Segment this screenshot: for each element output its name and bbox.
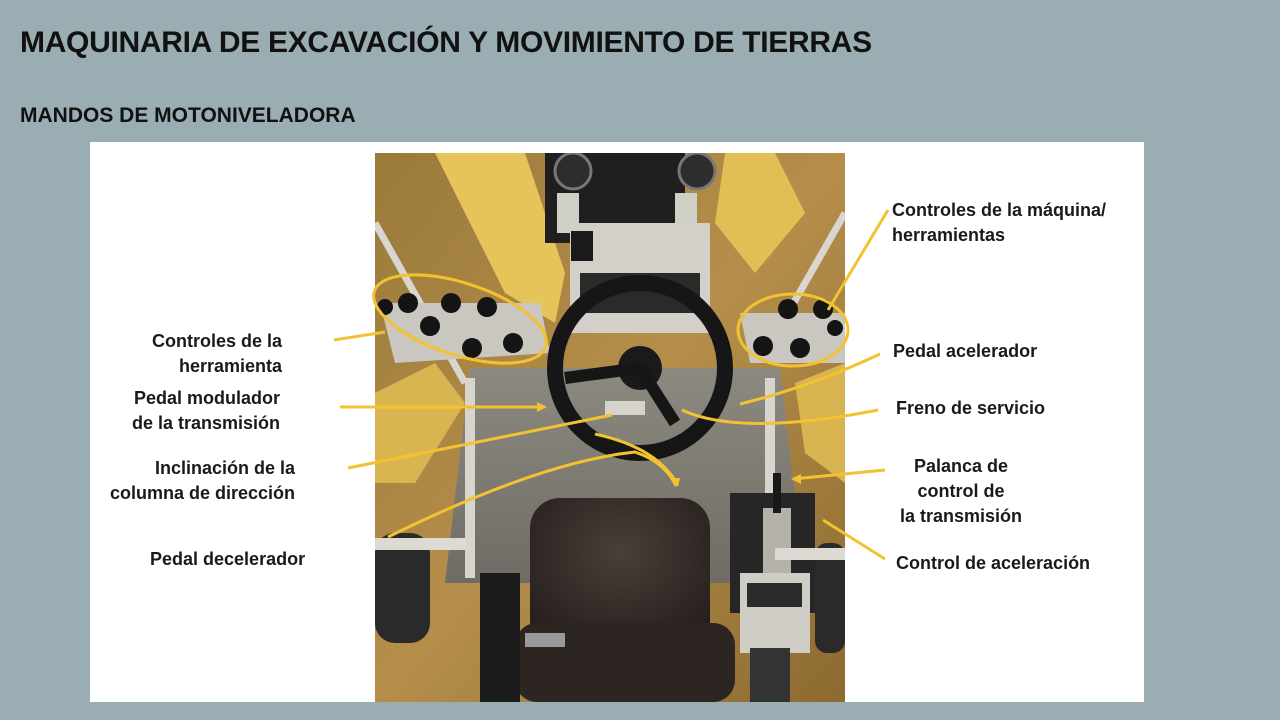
slide-subtitle: MANDOS DE MOTONIVELADORA [20, 104, 356, 127]
label-pedal-modulador: Pedal modulador de la transmisión [132, 388, 281, 433]
label-palanca-transmision: Palanca de control de la transmisión [899, 456, 1023, 526]
grader-cab-illustration [375, 153, 845, 702]
figure-panel [90, 142, 1144, 702]
label-pedal-decelerador: Pedal decelerador [150, 549, 306, 569]
label-pedal-acelerador: Pedal acelerador [893, 341, 1038, 361]
label-freno-servicio: Freno de servicio [896, 398, 1046, 418]
label-controles-herramienta: Controles de la herramienta [152, 331, 283, 376]
label-controles-maquina: Controles de la máquina/ herramientas [892, 200, 1107, 245]
label-inclinacion-columna: Inclinación de la columna de dirección [110, 458, 296, 503]
slide-title: MAQUINARIA DE EXCAVACIÓN Y MOVIMIENTO DE TIERRAS [20, 26, 872, 59]
cab-photo [375, 153, 845, 702]
label-control-aceleracion: Control de aceleración [896, 553, 1091, 573]
